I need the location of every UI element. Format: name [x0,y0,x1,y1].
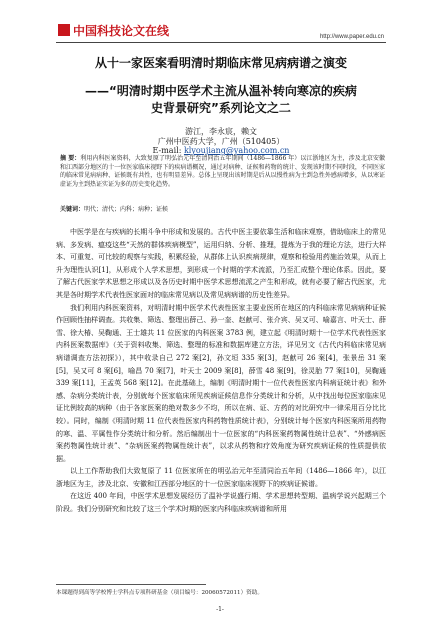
footnote-divider [56,584,206,585]
paper-title: 从十一家医案看明清时期临床常见病病谱之演变 [94,56,347,70]
abstract-label: 摘 要： [60,155,81,162]
author-affiliation: 广州中医药大学，广州（510405） [157,137,285,146]
paper-subtitle-line2: 史背景研究”系列论文之二 [151,101,291,115]
keywords-label: 关键词： [60,206,85,213]
logo-mark-icon [58,24,70,36]
footnote: 本课题得到高等学校博士学科点专项科研基金（项目编号：20060572011）资助。 [56,590,263,596]
header-divider [56,42,386,43]
logo-text: 中国科技论文在线 [73,23,170,38]
keywords-text: 明代；清代；内科；病种；证候 [84,206,169,213]
paragraph: 中医学是在与疾病的长期斗争中形成和发展的。古代中医主要依靠生活和临床观察，借助临床上的常见病、多发病、瘟疫这些“天然的群体疾病模型”，运用归纳、分析、推理，提炼为于我的理论方法，进行大样本、可重复、可比较的观察与实践，积累经验，从群体上认识疾病规律，观察和检验用药施治效果，从而上升为理性认识[1]，从形成个人学术思想，到形成一个时期的学术流派，乃至汇成整个理论体系。因此，要了解古代医家学术思想之形成以及各历史时期中医学术思想流派之产生和形成，就有必要了解古代医家，尤其是各时期学术代表性医家面对的临床常见病以及常见病病谱的历史性差异。 [56,228,386,299]
paper-subtitle-line1: ——“明清时期中医学术主流从温补转向寒凉的疾病 [85,84,357,98]
author-email-line [56,146,386,155]
header-bar [0,0,440,38]
page-number: -1- [216,606,224,613]
site-url[interactable]: http://www.paper.edu.cn [319,34,384,40]
abstract-text: 利用内科医案资料，大致复原了明弘治元年至清同治五年期间（1486—1866 年）以江浙地区为主，涉及北京安徽和江西部分地区的十一位医家临床视野下的疾病谱概况，通过对病种、证候和药物的统计、发现该时期不同时段，不同医家的临床常见病病种、证候既有共性，也有明显差异。总体上呈现出该时期是后从以慢性病为主到急性外感病增多，从以寒证虚证为主到热证实证为多的历史变化趋势。 [60,155,385,188]
author-names: 游江，李永宸，赖文 [185,127,257,136]
email-label: E-mail: [152,146,182,155]
abstract [60,155,385,189]
site-logo[interactable] [58,22,169,38]
paragraph: 在这近 400 年间，中医学术思想发展经历了温补学说盛行期、学术思想转型期、温病学说兴起期三个阶段。我们分别研究和比较了这三个学术时期的医家内科临床疾病谱和所用 [56,492,386,514]
email-link[interactable]: klyoujiang@yahoo.com.cn [183,146,290,155]
paragraph: 我们利用内科医案资料，对明清时期中医学术代表性医家主要业医所在地区的内科临床常见病病种证候作回顾性抽样调查。共收集、筛选、整理出薛己、孙一奎、赵献可、张介宾、吴又可、喻嘉言、叶天士、薛雪、徐大椿、吴鞠通、王士雄共 11 位医家的内科医案 3783 例，建立起《明清时期十一位学术代表性医家内科医案数据库》（关于资料收集、筛选、整理的标准和数据库建立方法，详见另文《古代内科临床常见病病谱调查方法初探》），其中收录自己 272 案[2]，孙文垣 335 案[3]，赵献可 26 案[4]，张景岳 31 案[5]，吴又可 8 案[6]，喻昌 70 案[7]，叶天士 2009 案[8]，薛雪 48 案[9]，徐灵胎 77 案[10]，吴鞠通 339 案[11]，王孟英 568 案[12]。在此基础上，编制《明清时期十一位代表性医家内科病证统计表》和外感、杂病分类统计表，分别就每个医家临床所见疾病证候信息作分类统计和分析，从中找出每位医家临床见证比例较高的病种（由于各家医案的绝对数多少不均，所以在病、证、方药的对比研究中一律采用百分比比较）。同时，编制《明清时期 11 位代表性医家内科药物性质统计表》，分别统计每个医家内科医案所用药物的寒、温、平属性作分类统计和分析。然后编制出十一位医家的“内科医案药物属性统计总表”、“外感病医案药物属性统计表”、“杂病医案药物属性统计表”，以求从药物和疗效角度为研究疾病证候的性质提供依据。 [56,303,386,463]
body-text [56,226,386,516]
paragraph: 以上工作帮助我们大致复原了 11 位医家所在的明弘治元年至清同治五年间（1486—1866 年），以江浙地区为主，涉及北京、安徽和江西部分地区的十一位医家临床视野下的疾病证候谱。 [56,467,386,488]
keywords [60,204,385,213]
